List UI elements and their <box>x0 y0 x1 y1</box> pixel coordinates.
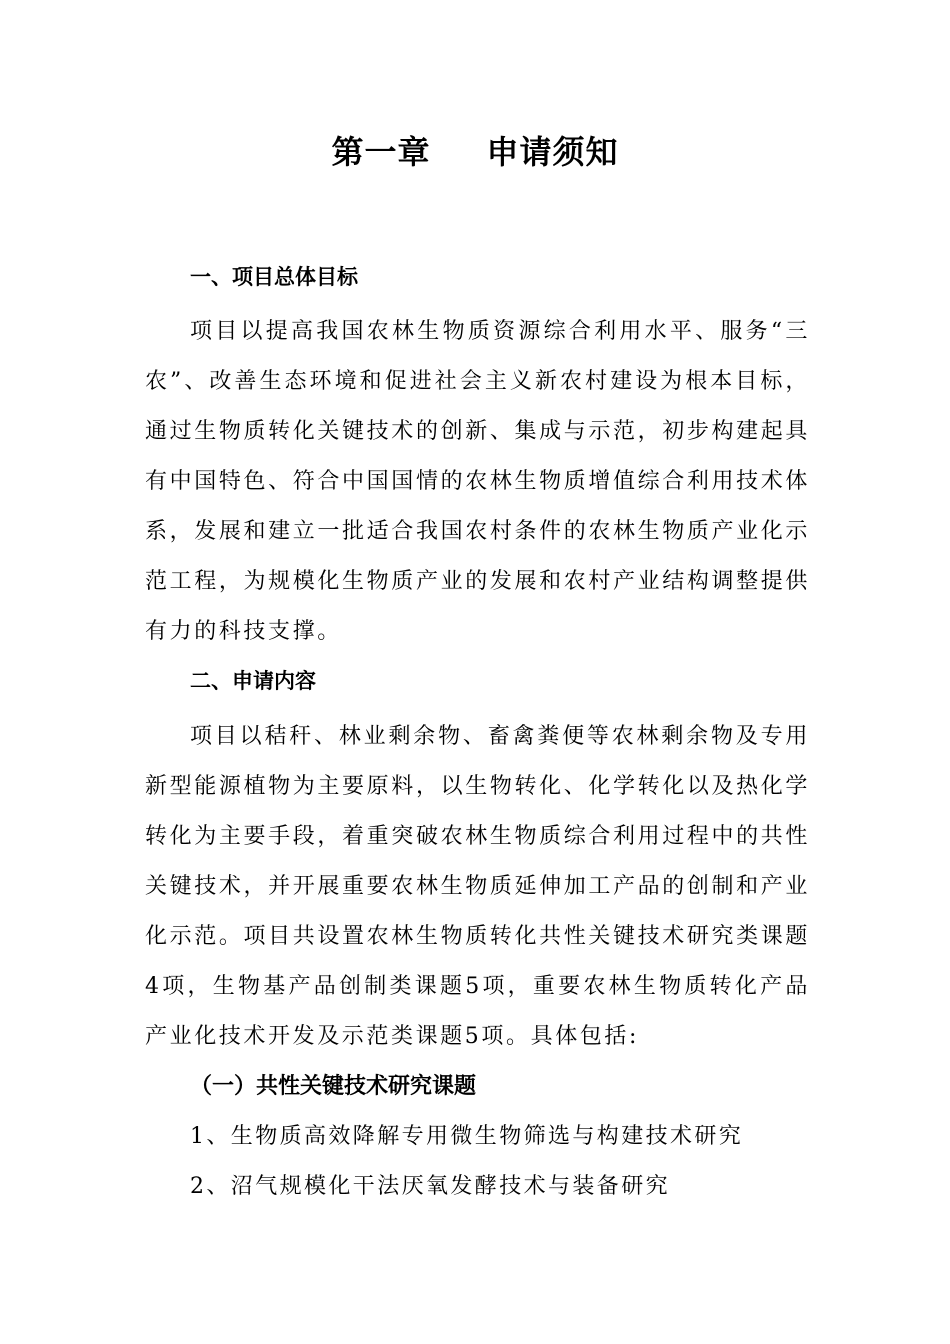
section-paragraph-objectives: 项目以提高我国农林生物质资源综合利用水平、服务“三农”、改善生态环境和促进社会主义新农村建设为根本目标，通过生物质转化关键技术的创新、集成与示范，初步构建起具有中国特色、符合中国国情的农林生物质增值综合利用技术体系，发展和建立一批适合我国农村条件的农林生物质产业化示范工程，为规模化生物质产业的发展和农村产业结构调整提供有力的科技支撑。 <box>145 319 810 644</box>
section-heading-content: 二、申请内容 <box>190 669 316 693</box>
list-item: 2、沼气规模化干法厌氧发酵技术与装备研究 <box>190 1174 670 1199</box>
section-paragraph-content: 项目以秸秆、林业剩余物、畜禽粪便等农林剩余物及专用新型能源植物为主要原料，以生物转化、化学转化以及热化学转化为主要手段，着重突破农林生物质综合利用过程中的共性关键技术，并开展重要农林生物质延伸加工产品的创制和产业化示范。项目共设置农林生物质转化共性关键技术研究类课题4项，生物基产品创制类课题5项，重要农林生物质转化产品产业化技术开发及示范类课题5项。具体包括: <box>145 724 810 1049</box>
section-heading-objectives: 一、项目总体目标 <box>190 265 358 289</box>
list-item: 1、生物质高效降解专用微生物筛选与构建技术研究 <box>190 1124 744 1149</box>
subsection-heading-key-tech: （一）共性关键技术研究课题 <box>190 1074 477 1099</box>
chapter-name: 申请须知 <box>486 133 619 171</box>
chapter-number: 第一章 <box>331 133 431 171</box>
chapter-title <box>0 128 950 176</box>
